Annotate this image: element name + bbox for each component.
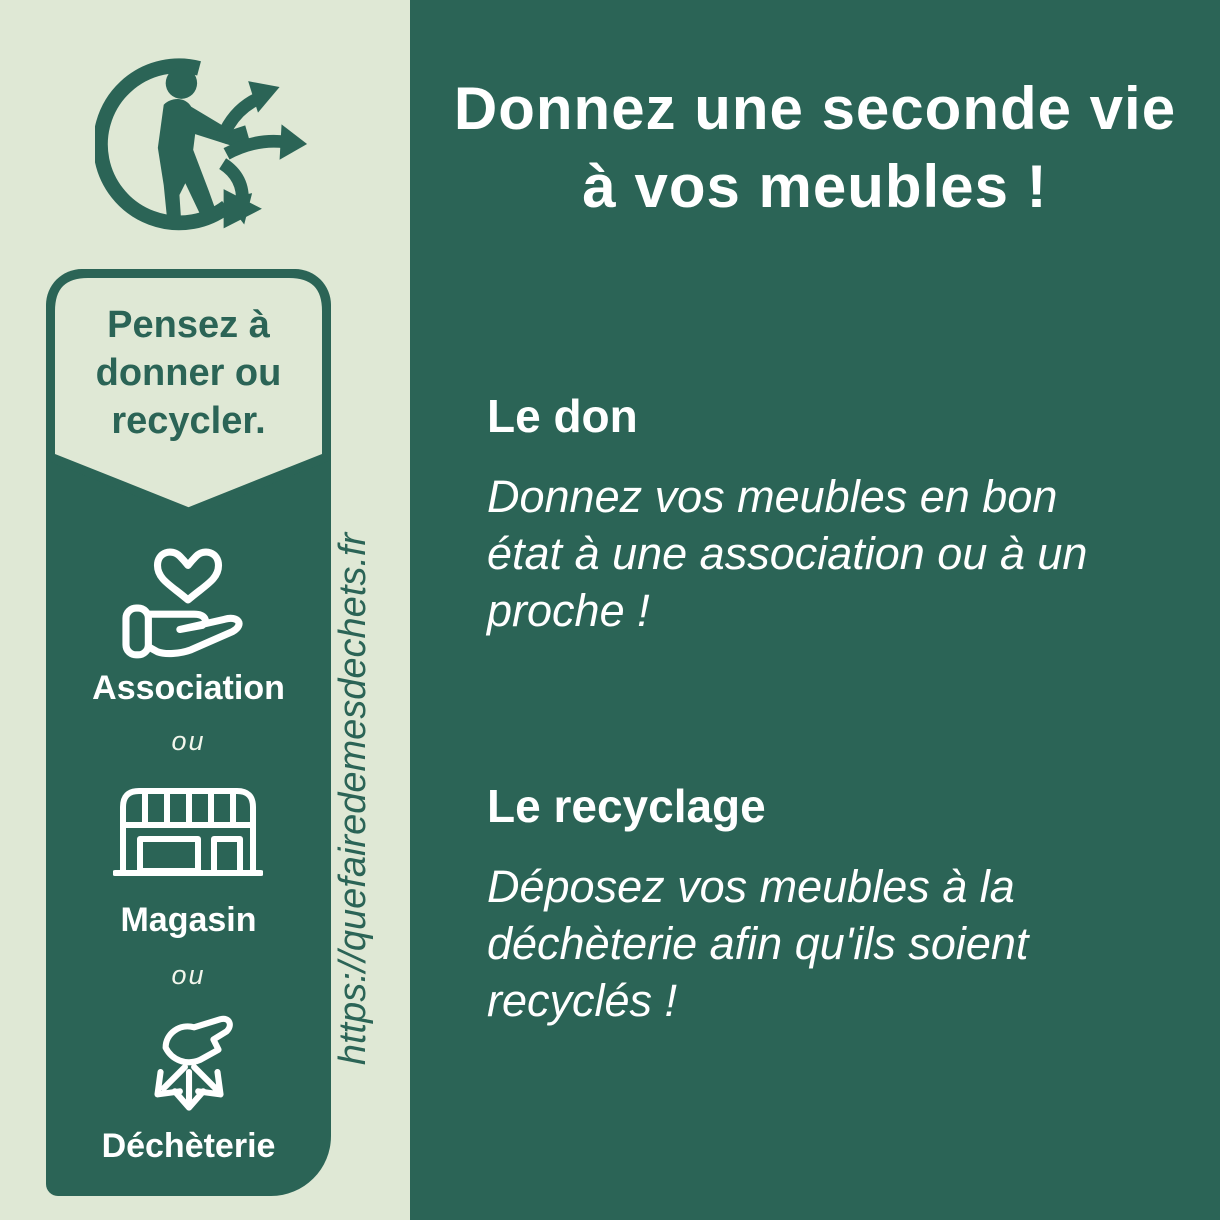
banner-line-1: Pensez à bbox=[107, 304, 270, 346]
section-heading-recyclage: Le recyclage bbox=[487, 780, 766, 832]
don-line-3: proche ! bbox=[487, 585, 650, 636]
option-label-association: Association bbox=[92, 669, 285, 707]
website-url: https://quefairedemesdechets.fr bbox=[332, 532, 374, 1066]
banner-text bbox=[46, 301, 331, 445]
heart-in-hand-icon bbox=[108, 541, 268, 663]
section-body-recyclage bbox=[487, 858, 1028, 1029]
don-line-2: état à une association ou à un bbox=[487, 528, 1088, 579]
hand-discard-icon bbox=[124, 1009, 252, 1131]
option-label-decheterie: Déchèterie bbox=[101, 1127, 276, 1165]
rec-line-3: recyclés ! bbox=[487, 975, 678, 1026]
triman-recycling-icon bbox=[95, 44, 311, 244]
separator-ou-1: ou bbox=[171, 726, 206, 756]
banner-line-3: recycler. bbox=[111, 400, 266, 442]
section-body-don bbox=[487, 468, 1087, 639]
banner-line-2: donner ou bbox=[95, 352, 282, 394]
rec-line-1: Déposez vos meubles à la bbox=[487, 861, 1015, 912]
don-line-1: Donnez vos meubles en bon bbox=[487, 471, 1058, 522]
option-label-magasin: Magasin bbox=[120, 901, 257, 939]
store-icon bbox=[113, 781, 263, 891]
rec-line-2: déchèterie afin qu'ils soient bbox=[487, 918, 1029, 969]
page-title-line-1: Donnez une seconde vie bbox=[453, 75, 1177, 142]
page-title-line-2: à vos meubles ! bbox=[582, 153, 1048, 220]
separator-ou-2: ou bbox=[171, 960, 206, 990]
section-heading-don: Le don bbox=[487, 390, 638, 442]
sidebar-ribbon bbox=[46, 269, 331, 1196]
page-title bbox=[410, 70, 1220, 226]
